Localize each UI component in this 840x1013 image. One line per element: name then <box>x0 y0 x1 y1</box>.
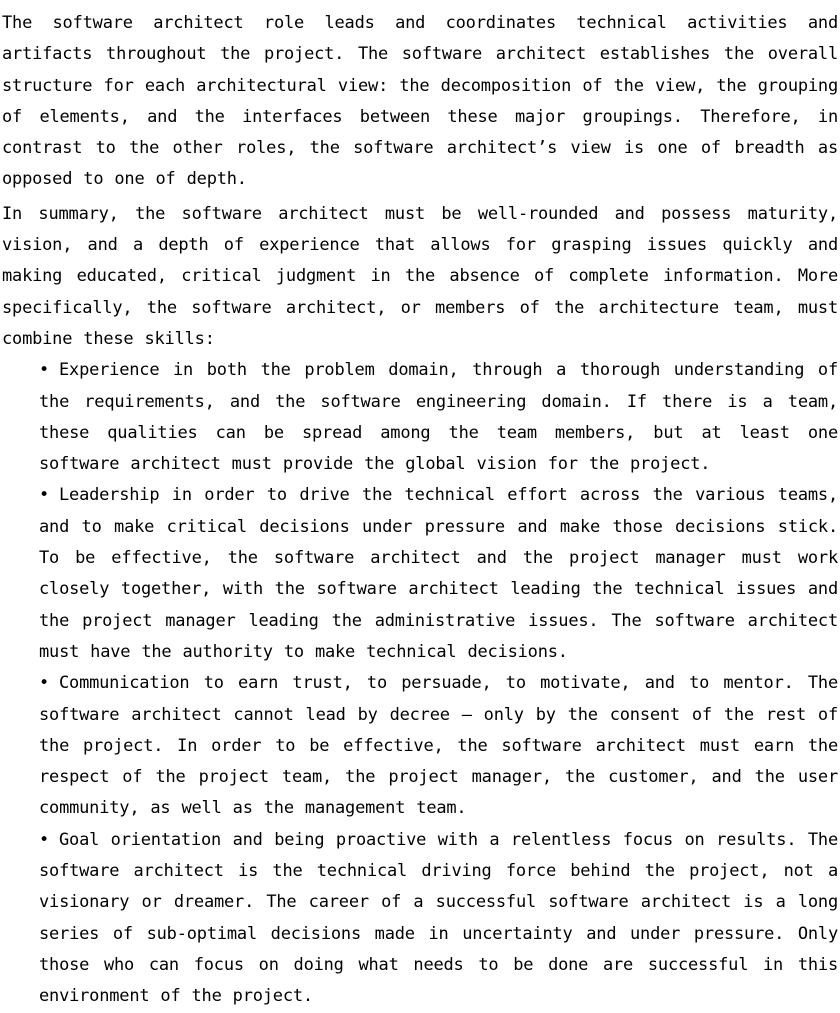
bullet-icon: • <box>39 829 50 850</box>
intro-paragraph: The software architect role leads and coordinates technical activities and artifacts throughout the project. The software architect establishes the overall structure for each architectural view: the decomposition of the view, the grouping of elements, and the interfaces between these major groupings. Therefore, in contrast to the other roles, the software architect’s view is one of breadth as opposed to one of depth. <box>2 13 838 190</box>
skill-text: Communication to earn trust, to persuade, to motivate, and to mentor. The software architect cannot lead by decree — only by the consent of the rest of the project. In order to be effective, the software architect must earn the respect of the project team, the project manager, the customer, and the user community, as well as the management team. <box>39 673 838 819</box>
summary-paragraph: In summary, the software architect must be well-rounded and possess maturity, vision, and a depth of experience that allows for grasping issues quickly and making educated, critical judgment in the absence of complete information. More specifically, the software architect, or members of the architecture team, must combine these skills: <box>2 203 838 349</box>
bullet-icon: • <box>39 360 50 381</box>
skills-list <box>2 355 838 1012</box>
skill-item-experience <box>39 355 838 480</box>
skill-item-leadership <box>39 480 838 668</box>
bullet-icon: • <box>39 673 50 694</box>
skill-text: Leadership in order to drive the technical effort across the various teams, and to make critical decisions under pressure and make those decisions stick. To be effective, the software architect and the project manager must work closely together, with the software architect leading the technical issues and the project manager leading the administrative issues. The software architect must have the authority to make technical decisions. <box>39 485 838 662</box>
skill-text: Experience in both the problem domain, through a thorough understanding of the requirements, and the software engineering domain. If there is a team, these qualities can be spread among the team members, but at least one software architect must provide the global vision for the project. <box>39 360 838 475</box>
skill-item-goal-orientation <box>39 825 838 1013</box>
skill-item-communication <box>39 668 838 824</box>
skill-text: Goal orientation and being proactive with a relentless focus on results. The software architect is the technical driving force behind the project, not a visionary or dreamer. The career of a successful software architect is a long series of sub-optimal decisions made in uncertainty and under pressure. Only those who can focus on doing what needs to be done are successful in this environment of the project. <box>39 829 838 1007</box>
bullet-icon: • <box>39 485 50 506</box>
